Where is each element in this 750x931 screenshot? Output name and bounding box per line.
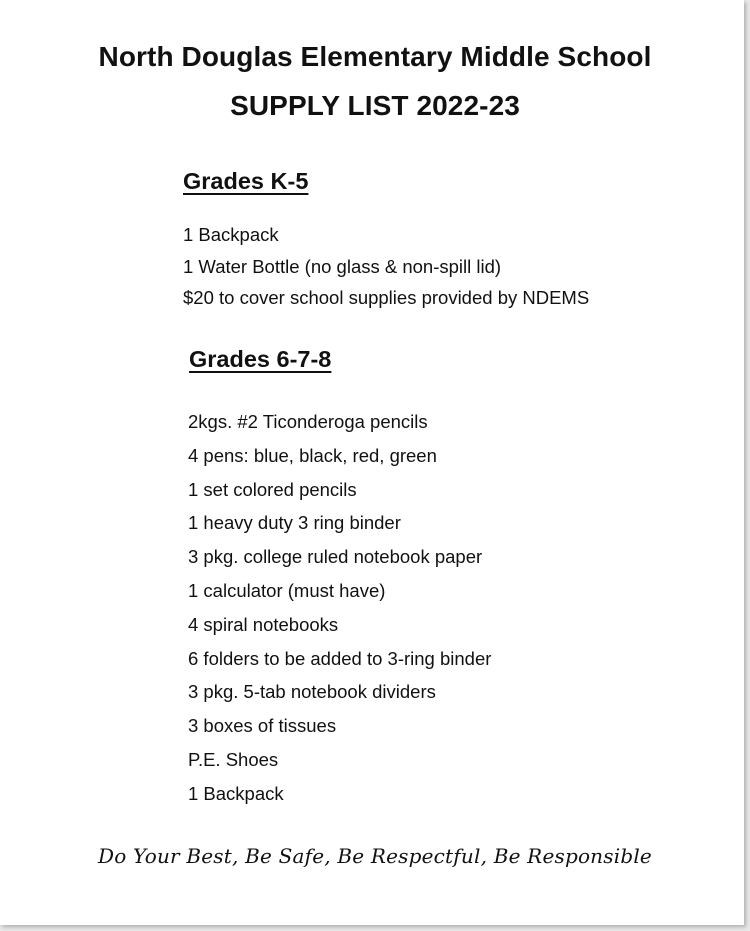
grades-k5-heading: Grades K-5 bbox=[183, 168, 309, 194]
grades-678-list bbox=[188, 409, 491, 815]
list-item: 1 set colored pencils bbox=[188, 478, 357, 500]
list-item: 3 boxes of tissues bbox=[188, 715, 337, 737]
list-item: 1 calculator (must have) bbox=[188, 579, 386, 601]
list-item: 4 pens: blue, black, red, green bbox=[188, 444, 437, 466]
list-item: 2kgs. #2 Ticonderoga pencils bbox=[188, 411, 428, 432]
list-item: 6 folders to be added to 3-ring binder bbox=[188, 647, 492, 669]
list-item: 3 pkg. 5-tab notebook dividers bbox=[188, 681, 436, 703]
grades-678-heading: Grades 6-7-8 bbox=[189, 346, 332, 372]
grades-k5-list bbox=[183, 222, 589, 317]
supply-list-title: SUPPLY LIST 2022-23 bbox=[230, 90, 520, 121]
list-item: $20 to cover school supplies provided by NDEMS bbox=[183, 287, 590, 308]
list-item: 1 Backpack bbox=[188, 782, 284, 804]
school-name-title: North Douglas Elementary Middle School bbox=[98, 41, 652, 72]
list-item: 1 heavy duty 3 ring binder bbox=[188, 512, 401, 534]
list-item: 3 pkg. college ruled notebook paper bbox=[188, 546, 483, 568]
list-item: 1 Backpack bbox=[183, 224, 279, 245]
list-item: P.E. Shoes bbox=[188, 748, 279, 770]
school-motto: Do Your Best, Be Safe, Be Respectful, Be Responsible bbox=[98, 844, 652, 868]
list-item: 4 spiral notebooks bbox=[188, 613, 339, 635]
list-item: 1 Water Bottle (no glass & non-spill lid) bbox=[183, 255, 502, 277]
